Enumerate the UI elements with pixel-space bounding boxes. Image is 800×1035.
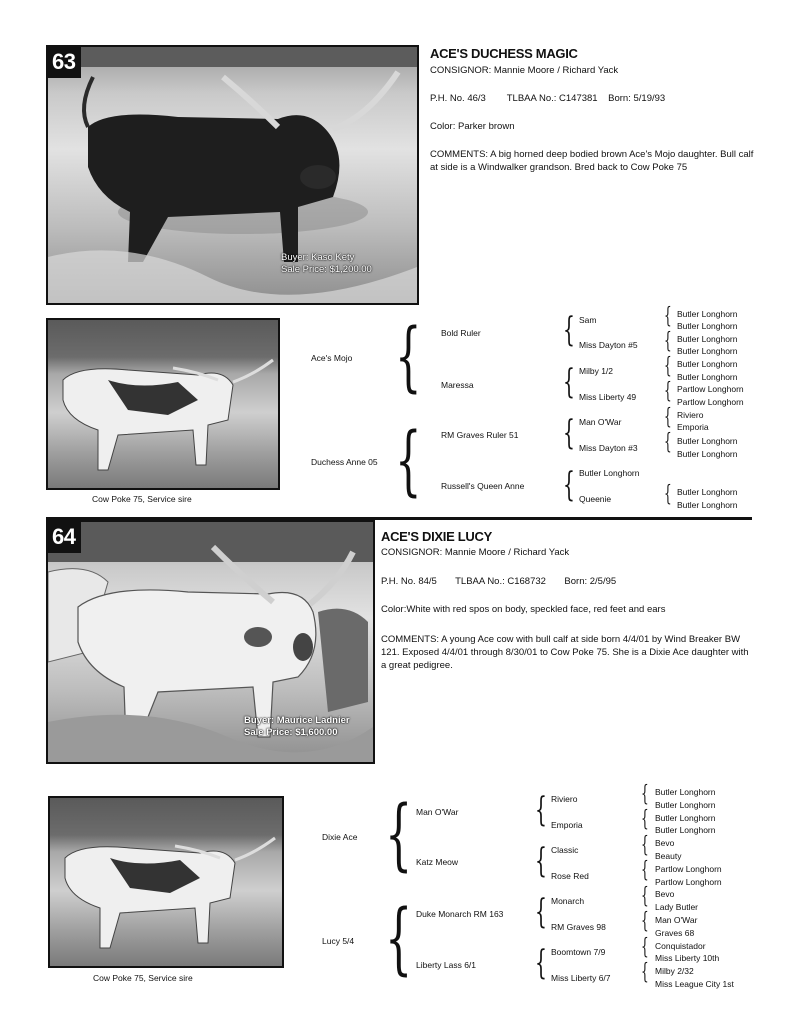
service-sire-photo (46, 318, 280, 490)
bracket: { (664, 482, 672, 507)
pedigree-gen4: Partlow Longhorn (677, 397, 744, 407)
bracket: { (664, 354, 672, 379)
bracket: { (641, 833, 649, 858)
pedigree-gen4: Butler Longhorn (677, 334, 738, 344)
pedigree-gen2: Maressa (441, 380, 474, 390)
pedigree-gen4: Man O'War (655, 915, 698, 925)
pedigree-dam: Lucy 5/4 (322, 936, 355, 946)
pedigree-gen3: Miss Dayton #3 (579, 443, 638, 453)
bracket: { (385, 790, 413, 880)
pedigree-gen4: Bevo (655, 838, 675, 849)
bracket: { (664, 405, 672, 430)
pedigree-gen4: Riviero (677, 410, 704, 420)
pedigree-gen4: Butler Longhorn (677, 309, 738, 319)
bracket: { (563, 465, 575, 505)
bracket: { (641, 782, 649, 807)
lot-number-badge: 63 (48, 47, 81, 78)
pedigree-gen4: Miss Liberty 10th (655, 953, 720, 964)
lot-64-photo (46, 520, 375, 764)
bracket: { (395, 415, 422, 504)
pedigree-gen3: Queenie (579, 494, 612, 504)
service-sire-caption: Cow Poke 75, Service sire (92, 494, 192, 504)
pedigree-gen4: Emporia (677, 422, 709, 432)
pedigree-gen4: Butler Longhorn (655, 799, 716, 810)
pedigree-gen3: Miss Dayton #5 (579, 340, 638, 350)
pedigree-gen4: Butler Longhorn (655, 825, 716, 836)
pedigree-gen4: Butler Longhorn (677, 487, 738, 497)
bracket: { (664, 329, 672, 354)
pedigree-gen2: RM Graves Ruler 51 (441, 430, 519, 440)
bracket: { (535, 892, 547, 932)
sale-price: Sale Price: $1,600.00 (244, 727, 338, 738)
pedigree-gen3: Riviero (551, 794, 578, 804)
bracket: { (641, 935, 649, 960)
lot-title: ACE'S DUCHESS MAGIC (430, 46, 578, 61)
pedigree-gen3: Classic (551, 845, 579, 855)
lot-63-photo (46, 45, 419, 305)
pedigree-gen2: Bold Ruler (441, 328, 481, 338)
pedigree-gen4: Graves 68 (655, 927, 695, 938)
pedigree-gen3: Boomtown 7/9 (551, 947, 606, 957)
pedigree-gen3: Rose Red (551, 871, 589, 881)
registration-line: P.H. No. 84/5 TLBAA No.: C168732 Born: 2/5/95 (381, 576, 617, 587)
comments: COMMENTS: A big horned deep bodied brown Ace's Mojo daughter. Bull calf at side is a Windwalker grandson. Bred back to Cow Poke 75 (430, 149, 754, 173)
pedigree-gen4: Beauty (655, 851, 682, 861)
pedigree-gen3: Butler Longhorn (579, 468, 640, 478)
comments: COMMENTS: A young Ace cow with bull calf at side born 4/4/01 by Wind Breaker BW 121. Exposed 4/4/01 through 8/30/01 to Cow Poke 75. She is a Dixie Ace daughter with a great pedigree. (381, 634, 749, 671)
bracket: { (563, 413, 575, 453)
bracket: { (535, 790, 547, 830)
pedigree-gen3: RM Graves 98 (551, 922, 606, 932)
color-line: Color: Parker brown (430, 121, 515, 132)
bull-illustration (50, 798, 282, 966)
pedigree-gen3: Emporia (551, 820, 583, 830)
bracket: { (395, 311, 422, 400)
bracket: { (535, 943, 547, 983)
buyer-name: Buyer: Maurice Ladnier (244, 715, 350, 726)
registration-line: P.H. No. 46/3 TLBAA No.: C147381 Born: 5/19/93 (430, 93, 666, 104)
bracket: { (385, 894, 413, 984)
consignor: CONSIGNOR: Mannie Moore / Richard Yack (430, 65, 619, 76)
pedigree-sire: Dixie Ace (322, 832, 358, 842)
pedigree-gen4: Conquistador (655, 940, 706, 951)
pedigree-sire: Ace's Mojo (311, 353, 353, 363)
pedigree-gen4: Butler Longhorn (677, 449, 738, 459)
pedigree-gen4: Butler Longhorn (677, 321, 738, 331)
pedigree-gen4: Butler Longhorn (655, 812, 716, 823)
pedigree-gen4: Butler Longhorn (677, 436, 738, 446)
pedigree-gen2: Man O'War (416, 807, 459, 817)
buyer-name: Buyer: Kaso Kety (281, 252, 355, 263)
service-sire-photo (48, 796, 284, 968)
pedigree-dam: Duchess Anne 05 (311, 457, 378, 467)
bracket: { (563, 362, 575, 402)
buyer-overlay (244, 715, 350, 739)
pedigree-gen4: Butler Longhorn (655, 787, 716, 797)
pedigree-gen3: Sam (579, 315, 597, 325)
pedigree-gen4: Butler Longhorn (677, 359, 738, 369)
pedigree-gen4: Butler Longhorn (677, 500, 738, 510)
pedigree-gen3: Man O'War (579, 417, 622, 427)
color-line: Color:White with red spos on body, speckled face, red feet and ears (381, 604, 666, 615)
bracket: { (563, 310, 575, 350)
buyer-overlay (281, 252, 372, 276)
pedigree-gen4: Partlow Longhorn (655, 863, 722, 874)
pedigree-gen3: Milby 1/2 (579, 366, 614, 376)
bull-illustration (48, 320, 278, 488)
bracket: { (641, 909, 649, 934)
pedigree-gen4: Miss League City 1st (655, 979, 734, 989)
bracket: { (664, 304, 672, 329)
pedigree-gen4: Bevo (655, 889, 675, 900)
lot-number-badge: 64 (48, 522, 81, 553)
pedigree-gen4: Partlow Longhorn (677, 384, 744, 394)
lot-title: ACE'S DIXIE LUCY (381, 529, 492, 544)
bracket: { (664, 379, 672, 404)
bracket: { (641, 960, 649, 985)
pedigree-gen2: Liberty Lass 6/1 (416, 960, 477, 970)
bracket: { (641, 858, 649, 883)
pedigree-gen2: Katz Meow (416, 857, 459, 867)
consignor: CONSIGNOR: Mannie Moore / Richard Yack (381, 547, 570, 558)
pedigree-gen2: Duke Monarch RM 163 (416, 909, 504, 919)
pedigree-gen4: Butler Longhorn (677, 372, 738, 382)
pedigree-gen4: Butler Longhorn (677, 346, 738, 356)
pedigree-gen3: Miss Liberty 6/7 (551, 973, 611, 983)
sale-price: Sale Price: $1,200.00 (281, 264, 372, 275)
bracket: { (664, 430, 672, 455)
bracket: { (535, 841, 547, 881)
bracket: { (641, 884, 649, 909)
bracket: { (641, 807, 649, 832)
pedigree-gen4: Partlow Longhorn (655, 876, 722, 887)
pedigree-gen4: Milby 2/32 (655, 966, 694, 977)
pedigree-gen3: Miss Liberty 49 (579, 392, 637, 402)
pedigree-gen4: Lady Butler (655, 902, 698, 913)
service-sire-caption: Cow Poke 75, Service sire (93, 973, 193, 983)
pedigree-gen3: Monarch (551, 896, 585, 906)
pedigree-gen2: Russell's Queen Anne (441, 481, 525, 491)
